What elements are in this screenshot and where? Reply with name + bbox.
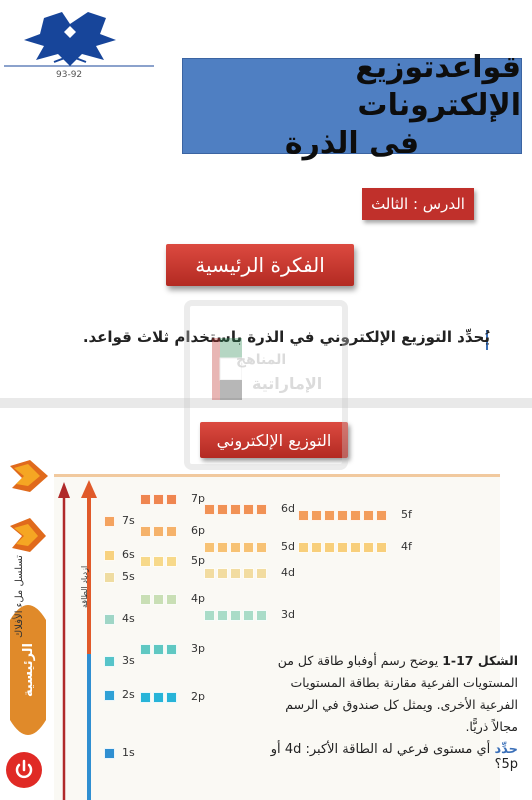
sublevel-label-4p: 4p	[191, 592, 205, 605]
figure-caption	[268, 650, 518, 738]
orbital-box	[376, 542, 387, 553]
orbital-box	[140, 644, 151, 655]
orbital-box	[256, 610, 267, 621]
orbital-box	[256, 568, 267, 579]
orbital-group-4p	[140, 594, 177, 605]
orbital-box	[230, 568, 241, 579]
sublevel-label-5p: 5p	[191, 554, 205, 567]
orbital-box	[376, 510, 387, 521]
orbital-box	[256, 542, 267, 553]
orbital-box	[153, 494, 164, 505]
question-text: أي مستوى فرعي له الطاقة الأكبر: 4d أو 5p؟	[270, 742, 518, 772]
sublevel-label-5f: 5f	[401, 508, 412, 521]
orbital-box	[104, 690, 115, 701]
orbital-group-7s	[104, 516, 115, 527]
orbital-box	[140, 692, 151, 703]
slide-1	[0, 0, 532, 398]
orbital-group-1s	[104, 748, 115, 759]
axis-label-filling-order: تسلسل ملء الأفلاك	[14, 555, 25, 638]
orbital-box	[104, 572, 115, 583]
sublevel-label-4s: 4s	[122, 612, 135, 625]
orbital-group-6d	[204, 504, 267, 515]
orbital-group-2s	[104, 690, 115, 701]
orbital-box	[324, 510, 335, 521]
sublevel-label-3d: 3d	[281, 608, 295, 621]
orbital-group-3s	[104, 656, 115, 667]
sublevel-label-5s: 5s	[122, 570, 135, 583]
sublevel-label-2s: 2s	[122, 688, 135, 701]
orbital-group-4d	[204, 568, 267, 579]
sublevel-label-2p: 2p	[191, 690, 205, 703]
orbital-box	[104, 516, 115, 527]
logo-number: 93-92	[56, 70, 83, 80]
orbital-group-7p	[140, 494, 177, 505]
orbital-box	[217, 568, 228, 579]
orbital-box	[140, 594, 151, 605]
orbital-group-4s	[104, 614, 115, 625]
orbital-box	[243, 542, 254, 553]
watermark-text-1: المناهج	[236, 352, 287, 368]
slide-2	[0, 408, 532, 800]
orbital-box	[140, 494, 151, 505]
sublevel-label-5d: 5d	[281, 540, 295, 553]
orbital-box	[204, 568, 215, 579]
orbital-box	[153, 556, 164, 567]
sublevel-label-7s: 7s	[122, 514, 135, 527]
sublevel-label-6d: 6d	[281, 502, 295, 515]
question	[268, 742, 518, 772]
sublevel-label-3s: 3s	[122, 654, 135, 667]
axis-label-increasing-energy: ازدياد الطاقة	[80, 565, 89, 608]
lesson-label: الدرس : الثالث	[362, 188, 474, 220]
slide-title-line-2: فى الذرة	[284, 126, 420, 161]
power-button[interactable]	[6, 752, 42, 788]
orbital-group-6s	[104, 550, 115, 561]
orbital-group-2p	[140, 692, 177, 703]
orbital-box	[230, 504, 241, 515]
orbital-box	[166, 594, 177, 605]
orbital-box	[311, 542, 322, 553]
orbital-group-3d	[204, 610, 267, 621]
sublevel-label-4f: 4f	[401, 540, 412, 553]
left-nav-strip	[0, 460, 54, 800]
orbital-box	[204, 504, 215, 515]
orbital-box	[350, 542, 361, 553]
orbital-box	[217, 542, 228, 553]
figure-number: الشكل 17-1	[442, 653, 518, 668]
orbital-box	[363, 542, 374, 553]
orbital-box	[104, 614, 115, 625]
orbital-box	[153, 644, 164, 655]
orbital-box	[230, 542, 241, 553]
orbital-box	[153, 526, 164, 537]
sublevel-label-6p: 6p	[191, 524, 205, 537]
figure-caption-text: يوضح رسم أوفباو طاقة كل من المستويات الفرعية مقارنة بطاقة المستويات الفرعية الأخرى. ويمثل كل صندوق في الرسم مجالاً ذريًّا.	[277, 653, 518, 734]
orbital-box	[337, 510, 348, 521]
orbital-box	[166, 644, 177, 655]
orbital-box	[204, 542, 215, 553]
power-icon	[13, 759, 35, 781]
watermark-flag-icon	[212, 338, 242, 400]
question-verb: حدِّد	[494, 742, 518, 757]
orbital-box	[166, 692, 177, 703]
main-idea-label: الفكرة الرئيسية	[166, 244, 354, 286]
orbital-box	[140, 526, 151, 537]
orbital-group-5f	[298, 510, 387, 521]
orbital-box	[204, 610, 215, 621]
orbital-box	[166, 556, 177, 567]
orbital-box	[217, 610, 228, 621]
orbital-box	[153, 692, 164, 703]
main-idea-sentence: يُحدِّد التوزيع الإلكتروني في الذرة باستخدام ثلاث قواعد.	[82, 328, 490, 346]
orbital-box	[104, 550, 115, 561]
orbital-box	[166, 494, 177, 505]
sublevel-label-7p: 7p	[191, 492, 205, 505]
orbital-box	[166, 526, 177, 537]
orbital-box	[350, 510, 361, 521]
orbital-box	[311, 510, 322, 521]
orbital-box	[230, 610, 241, 621]
orbital-group-3p	[140, 644, 177, 655]
orbital-box	[337, 542, 348, 553]
sublevel-label-6s: 6s	[122, 548, 135, 561]
orbital-box	[363, 510, 374, 521]
orbital-box	[217, 504, 228, 515]
orbital-group-4f	[298, 542, 387, 553]
svg-text:الرئيسية: الرئيسية	[21, 642, 36, 698]
orbital-group-5p	[140, 556, 177, 567]
orbital-box	[256, 504, 267, 515]
orbital-box	[243, 568, 254, 579]
sublevel-label-1s: 1s	[122, 746, 135, 759]
orbital-group-5d	[204, 542, 267, 553]
orbital-group-6p	[140, 526, 177, 537]
watermark-text-2: الإماراتية	[252, 374, 323, 393]
orbital-box	[140, 556, 151, 567]
orbital-box	[153, 594, 164, 605]
slide-title	[182, 50, 522, 161]
orbital-group-5s	[104, 572, 115, 583]
orbital-box	[104, 656, 115, 667]
orbital-box	[298, 510, 309, 521]
diagram-top-border	[54, 474, 500, 477]
orbital-box	[243, 610, 254, 621]
electron-configuration-title: التوزيع الإلكتروني	[200, 422, 348, 458]
sublevel-label-3p: 3p	[191, 642, 205, 655]
orbital-box	[243, 504, 254, 515]
slide-title-line-1: قواعدتوزيع الإلكترونات	[355, 50, 521, 123]
orbital-box	[104, 748, 115, 759]
sublevel-label-4d: 4d	[281, 566, 295, 579]
orbital-box	[298, 542, 309, 553]
orbital-box	[324, 542, 335, 553]
